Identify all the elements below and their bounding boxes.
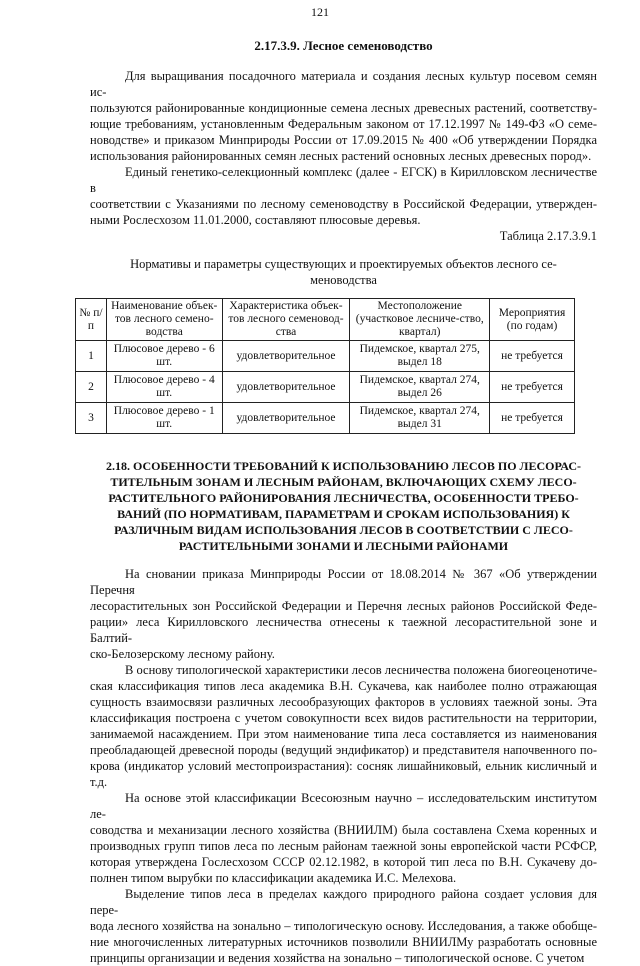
text-line: принципы организации и ведения хозяйства на зонально – типологической основе. С учетом bbox=[90, 951, 585, 965]
table-row bbox=[76, 341, 575, 372]
cell-number: 3 bbox=[76, 403, 107, 434]
text-line: т.д. bbox=[90, 775, 108, 789]
cell-characteristic: удовлетворительное bbox=[222, 372, 350, 403]
paragraph bbox=[90, 68, 597, 164]
text-line: производных групп типов леса по лесным районам таежной зоны европейской части РСФСР, bbox=[90, 839, 597, 853]
text-line: рации» леса Кирилловского лесничества отнесены к таежной лесорастительной зоне и Балтий- bbox=[90, 615, 597, 645]
chapter-heading-line: РАЗЛИЧНЫМ ВИДАМ ИСПОЛЬЗОВАНИЯ ЛЕСОВ В СООТВЕТСТВИИ С ЛЕСО- bbox=[114, 523, 573, 537]
text-line: На сновании приказа Минприроды России от 18.08.2014 № 367 «Об утверждении Перечня bbox=[90, 567, 597, 597]
text-line: ющие требованиям, установленным Федеральным законом от 17.12.1997 № 149-ФЗ «О семе- bbox=[90, 117, 597, 131]
cell-object-name: Плюсовое дерево - 4 шт. bbox=[106, 372, 222, 403]
header-location: Местоположение (участковое лесниче-ство, квартал) bbox=[350, 299, 490, 341]
cell-characteristic: удовлетворительное bbox=[222, 403, 350, 434]
text-line: Для выращивания посадочного материала и создания лесных культур посевом семян ис- bbox=[90, 69, 597, 99]
chapter-heading-line: ТИТЕЛЬНЫМ ЗОНАМ И ЛЕСНЫМ РАЙОНАМ, ВКЛЮЧАЮЩИХ СХЕМУ ЛЕСО- bbox=[110, 475, 577, 489]
text-line: вода лесного хозяйства на зонально – типологическую основу. Исследования, а также обобще- bbox=[90, 919, 597, 933]
cell-location: Пидемское, квартал 274, выдел 26 bbox=[350, 372, 490, 403]
table-row bbox=[76, 403, 575, 434]
header-number: № п/п bbox=[76, 299, 107, 341]
header-characteristic: Характеристика объек-тов лесного семеновод-ства bbox=[222, 299, 350, 341]
text-line: На основе этой классификации Всесоюзным научно – исследовательским институтом ле- bbox=[90, 791, 597, 821]
text-line: соответствии с Указаниями по лесному семеноводству в Российской Федерации, утвержден- bbox=[90, 197, 597, 211]
table-row bbox=[76, 372, 575, 403]
text-line: которая утверждена Гослесхозом СССР 02.12.1982, в которой тип леса по В.Н. Сукачеву до- bbox=[90, 855, 597, 869]
chapter-heading-line: 2.18. ОСОБЕННОСТИ ТРЕБОВАНИЙ К ИСПОЛЬЗОВАНИЮ ЛЕСОВ ПО ЛЕСОРАС- bbox=[105, 459, 582, 473]
document-page bbox=[79, 0, 597, 966]
cell-object-name: Плюсовое дерево - 6 шт. bbox=[106, 341, 222, 372]
cell-measures: не требуется bbox=[490, 372, 575, 403]
cell-measures: не требуется bbox=[490, 403, 575, 434]
chapter-heading-line: РАСТИТЕЛЬНОГО РАЙОНИРОВАНИЯ ЛЕСНИЧЕСТВА, ОСОБЕННОСТИ ТРЕБО- bbox=[108, 491, 579, 505]
text-line: Единый генетико-селекционный комплекс (далее - ЕГСК) в Кирилловском лесничестве в bbox=[90, 165, 597, 195]
text-line: ская классификация типов леса академика В.Н. Сукачева, как наиболее полно отражающая bbox=[90, 679, 597, 693]
text-line: ско-Белозерскому лесному району. bbox=[90, 647, 275, 661]
cell-characteristic: удовлетворительное bbox=[222, 341, 350, 372]
table-title-line: меноводства bbox=[310, 273, 377, 287]
cell-object-name: Плюсовое дерево - 1 шт. bbox=[106, 403, 222, 434]
chapter-heading-line: ВАНИЙ (ПО НОРМАТИВАМ, ПАРАМЕТРАМ И СРОКАМ ИСПОЛЬЗОВАНИЯ) К bbox=[117, 507, 570, 521]
cell-location: Пидемское, квартал 275, выдел 18 bbox=[350, 341, 490, 372]
text-line: преобладающей древесной породы (ведущий эндификатор) и представителя напочвенного по- bbox=[90, 743, 597, 757]
table-caption: Таблица 2.17.3.9.1 bbox=[499, 229, 597, 243]
paragraph bbox=[90, 662, 597, 790]
text-line: новодстве» и приказом Минприроды России от 17.09.2015 № 400 «Об утверждении Порядка bbox=[90, 133, 597, 147]
intro-text bbox=[90, 68, 597, 228]
text-line: соводства и механизации лесного хозяйства (ВНИИЛМ) была составлена Схема коренных и bbox=[90, 823, 597, 837]
text-line: пользуются районированные кондиционные семена лесных древесных растений, соответству- bbox=[90, 101, 597, 115]
table-title bbox=[90, 256, 597, 288]
paragraph bbox=[90, 886, 597, 966]
header-measures: Мероприятия (по годам) bbox=[490, 299, 575, 341]
header-object-name: Наименование объек-тов лесного семено-водства bbox=[106, 299, 222, 341]
chapter-heading bbox=[90, 458, 597, 554]
text-line: сущность взаимосвязи различных лесообразующих факторов в условиях таежной зоны. Эта bbox=[90, 695, 597, 709]
paragraph bbox=[90, 566, 597, 662]
table-header-row bbox=[76, 299, 575, 341]
text-line: полнен типом вырубки по классификации академика И.С. Мелехова. bbox=[90, 871, 457, 885]
cell-location: Пидемское, квартал 274, выдел 31 bbox=[350, 403, 490, 434]
text-line: классификация построена с учетом совокупности всех видов растительности на территории, bbox=[90, 711, 597, 725]
body-text bbox=[90, 566, 597, 966]
text-line: В основу типологической характеристики лесов лесничества положена биогеоценотиче- bbox=[125, 663, 597, 677]
cell-number: 1 bbox=[76, 341, 107, 372]
paragraph bbox=[90, 164, 597, 228]
paragraph bbox=[90, 790, 597, 886]
text-line: крова (индикатор условий местопроизрастания): сосняк лишайниковый, ельник кисличный и bbox=[90, 759, 597, 773]
text-line: Выделение типов леса в пределах каждого природного района создает условия для пере- bbox=[90, 887, 597, 917]
text-line: ние многочисленных литературных источников позволили ВНИИЛМу разработать основные bbox=[90, 935, 597, 949]
cell-number: 2 bbox=[76, 372, 107, 403]
chapter-heading-line: РАСТИТЕЛЬНЫМИ ЗОНАМИ И ЛЕСНЫМИ РАЙОНАМИ bbox=[178, 539, 509, 553]
cell-measures: не требуется bbox=[490, 341, 575, 372]
text-line: занимаемой насаждением. При этом наименование типа леса составляется из наименования bbox=[90, 727, 597, 741]
section-heading: 2.17.3.9. Лесное семеноводство bbox=[254, 38, 433, 53]
text-line: использования районированных семян лесных растений основных лесных древесных пород». bbox=[90, 149, 592, 163]
text-line: ными Рослесхозом 11.01.2000, составляют плюсовые деревья. bbox=[90, 213, 421, 227]
table-title-line: Нормативы и параметры существующих и проектируемых объектов лесного се- bbox=[130, 257, 557, 271]
seed-objects-table bbox=[75, 298, 575, 434]
page-number: 121 bbox=[311, 5, 329, 19]
text-line: лесорастительных зон Российской Федерации и Перечня лесных районов Российской Феде- bbox=[90, 599, 597, 613]
